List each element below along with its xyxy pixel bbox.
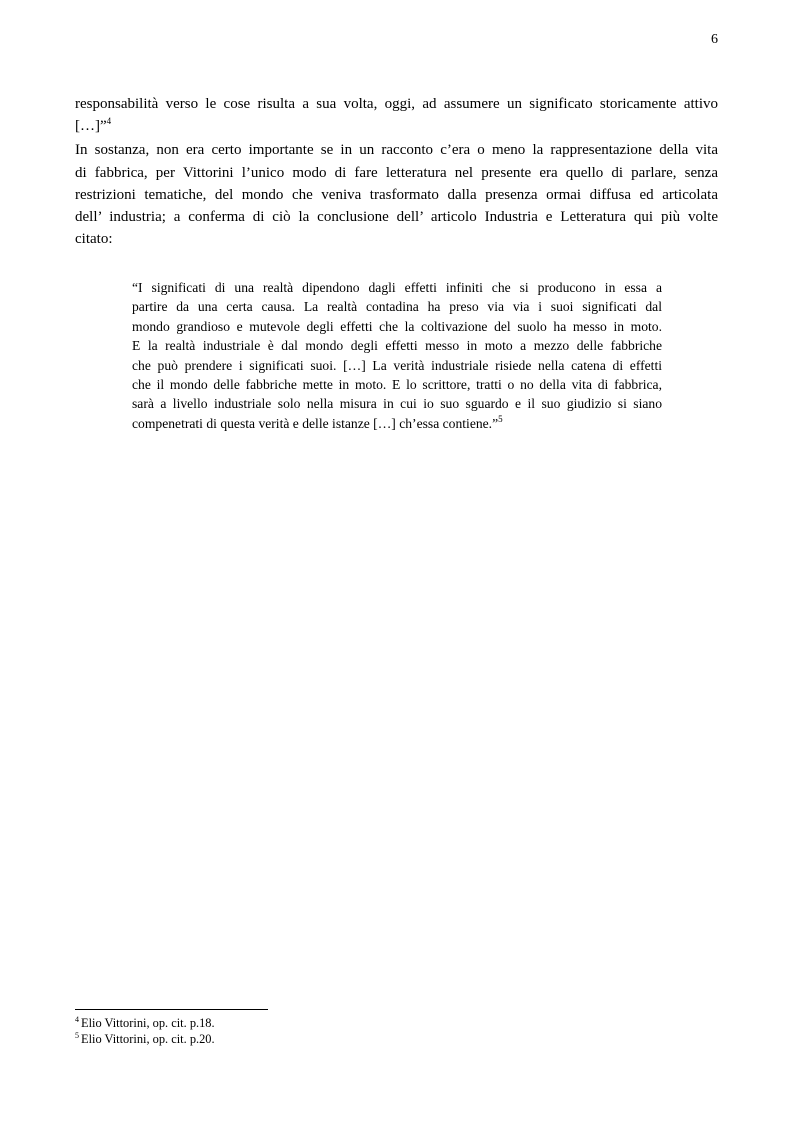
- page-number: 6: [711, 32, 718, 47]
- paragraph-2-line: citato:: [75, 231, 113, 248]
- quote-line-last: [132, 414, 662, 433]
- quote-line: che il mondo delle fabbriche mette in moto. E lo scrittore, tratti o no della vita di fabbrica,: [132, 377, 662, 393]
- footnote-number: 5: [75, 1031, 79, 1040]
- quote-line: che può prendere i significati suoi. […] La verità industriale risiede nella catena di effetti: [132, 357, 662, 373]
- quote-line: E la realtà industriale è dal mondo degli effetti messo in moto a mezzo delle fabbriche: [132, 338, 662, 354]
- paragraph-1: [75, 93, 718, 137]
- paragraph-2-line: dell’ industria; a conferma di ciò la conclusione dell’ articolo Industria e Letteratura qui più volte: [75, 209, 718, 226]
- paragraph-2-line: di fabbrica, per Vittorini l’unico modo di fare letteratura nel presente era quello di parlare, senza: [75, 164, 718, 181]
- footnote-text: Elio Vittorini, op. cit. p.18.: [81, 1016, 215, 1030]
- footnote-ref-4[interactable]: 4: [106, 116, 112, 127]
- footnote-text: Elio Vittorini, op. cit. p.20.: [81, 1032, 215, 1046]
- block-quote: [132, 278, 662, 433]
- paragraph-1-line-last: [75, 115, 718, 137]
- paragraph-1-line-text: […]”: [75, 118, 107, 135]
- quote-line: mondo grandioso e mutevole degli effetti che la coltivazione del suolo ha messo in moto.: [132, 318, 662, 334]
- paragraph-1-line: responsabilità verso le cose risulta a sua volta, oggi, ad assumere un significato storicamente attivo: [75, 96, 718, 112]
- footnote-ref-5[interactable]: 5: [498, 413, 503, 424]
- footnote-5: [75, 1031, 475, 1047]
- footnote-4: [75, 1015, 475, 1031]
- quote-line-text: compenetrati di questa verità e delle istanze […] ch’essa contiene.”: [132, 415, 499, 431]
- quote-line: sarà a livello industriale solo nella misura in cui io suo sguardo e il suo giudizio si siano: [132, 396, 662, 412]
- footnote-separator: [75, 1009, 268, 1010]
- paragraph-2: [75, 139, 718, 250]
- footnotes: [75, 1015, 475, 1047]
- quote-line: “I significati di una realtà dipendono dagli effetti infiniti che si producono in essa a: [132, 280, 662, 295]
- paragraph-2-line: restrizioni tematiche, del mondo che veniva trasformato dalla presenza ormai diffusa ed articolata: [75, 186, 718, 203]
- quote-line: partire da una certa causa. La realtà contadina ha preso via via i suoi significati dal: [132, 299, 662, 315]
- paragraph-2-line: In sostanza, non era certo importante se in un racconto c’era o meno la rappresentazione della vita: [75, 142, 718, 159]
- body-text: [75, 93, 718, 250]
- footnote-number: 4: [75, 1015, 79, 1024]
